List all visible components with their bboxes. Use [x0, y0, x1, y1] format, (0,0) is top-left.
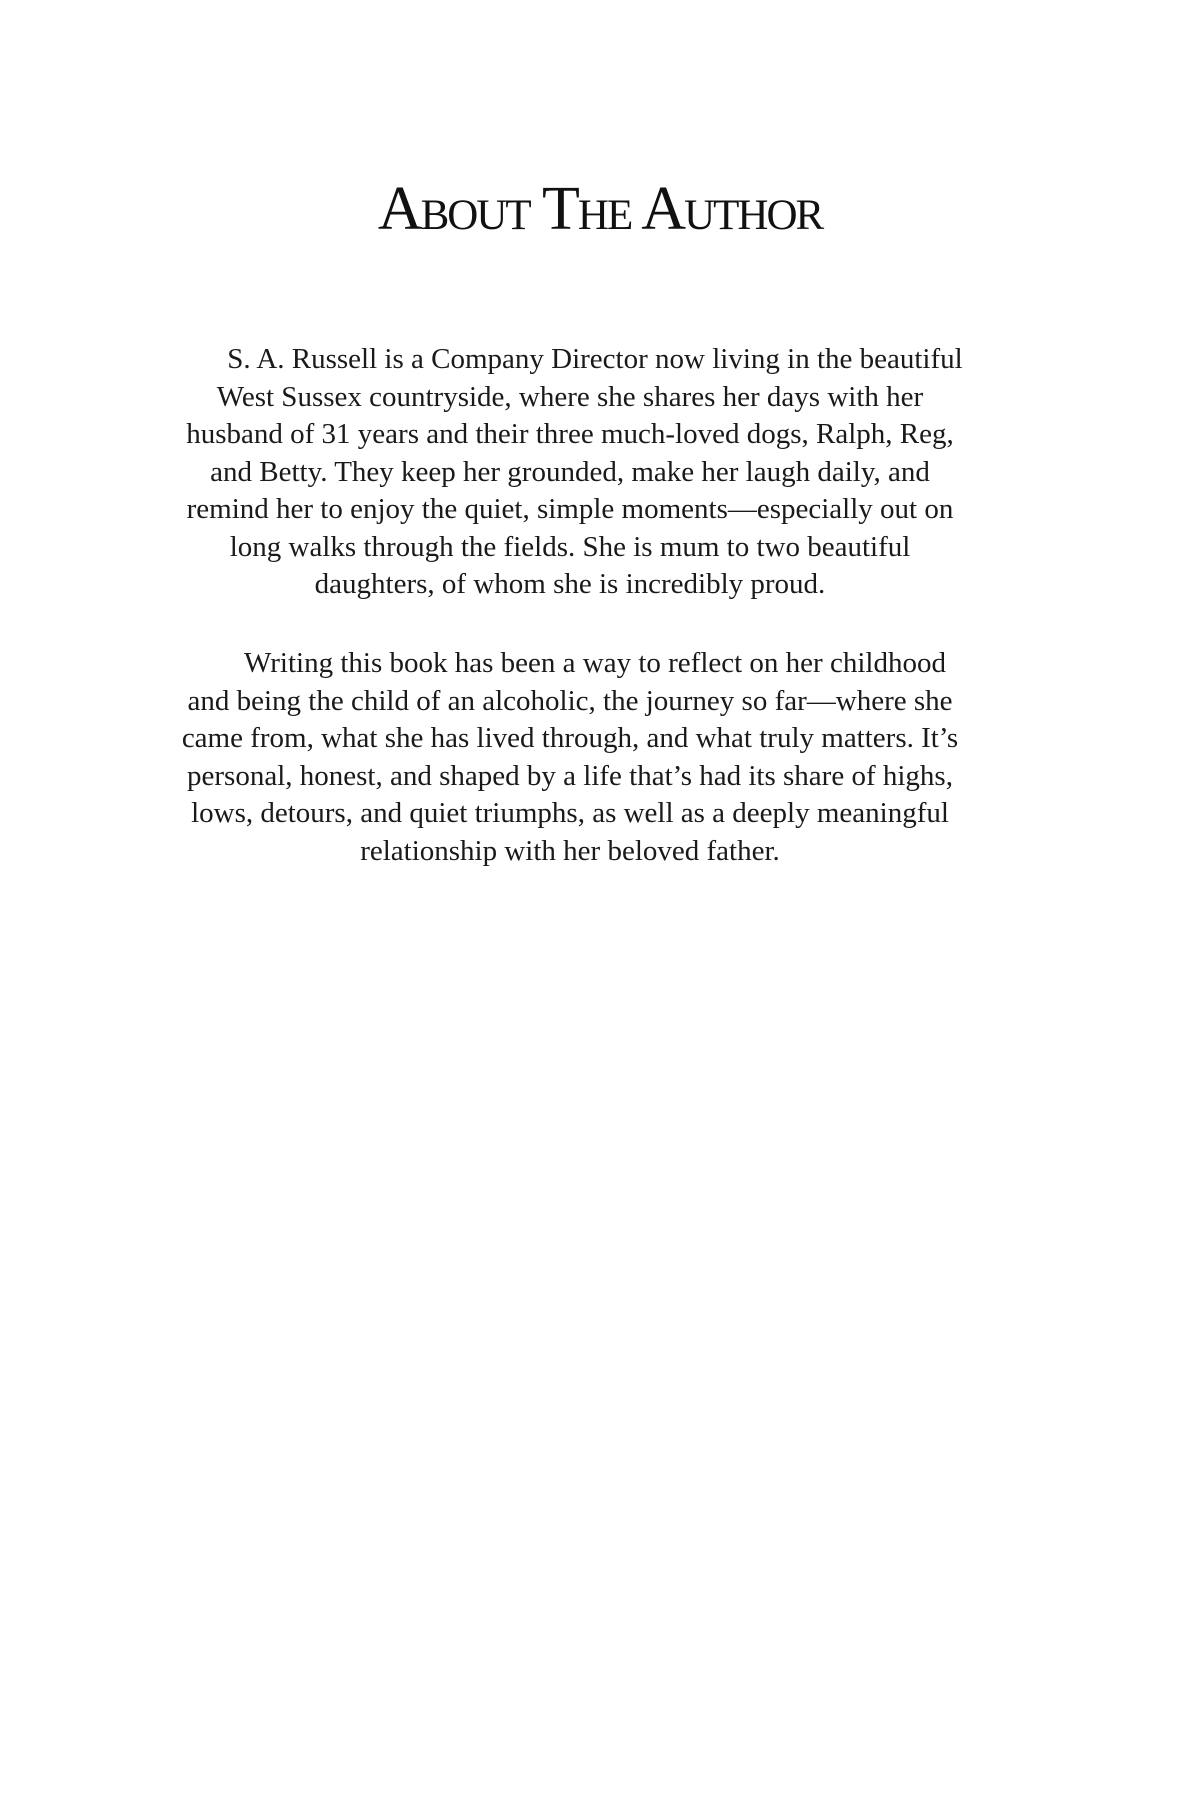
paragraph-1-line-5: remind her to enjoy the quiet, simple moments—especially out on — [186, 493, 954, 525]
paragraph-1-line-2: West Sussex countryside, where she shares her days with her — [216, 380, 924, 413]
paragraph-1-line-7: daughters, of whom she is incredibly proud. — [314, 568, 826, 600]
paragraph-1-line-6: long walks through the fields. She is mum to two beautiful — [229, 530, 911, 563]
paragraph-2-line-2: and being the child of an alcoholic, the journey so far—where she — [187, 684, 953, 717]
paragraph-2-line-3: came from, what she has lived through, and what truly matters. It’s — [181, 722, 959, 754]
page-title: About The Author — [377, 175, 823, 243]
author-bio-paragraph-2 — [120, 645, 1020, 870]
author-bio-paragraph-1 — [120, 341, 1020, 604]
paragraph-1-line-4: and Betty. They keep her grounded, make her laugh daily, and — [210, 455, 930, 488]
paragraph-1-line-1: S. A. Russell is a Company Director now living in the beautiful — [227, 343, 963, 375]
paragraph-2-line-1: Writing this book has been a way to reflect on her childhood — [244, 647, 946, 679]
paragraph-2-line-4: personal, honest, and shaped by a life that’s had its share of highs, — [187, 759, 953, 792]
paragraph-1-line-3: husband of 31 years and their three much-loved dogs, Ralph, Reg, — [186, 418, 954, 450]
paragraph-2-line-6: relationship with her beloved father. — [360, 834, 780, 867]
paragraph-2-line-5: lows, detours, and quiet triumphs, as well as a deeply meaningful — [191, 797, 949, 829]
